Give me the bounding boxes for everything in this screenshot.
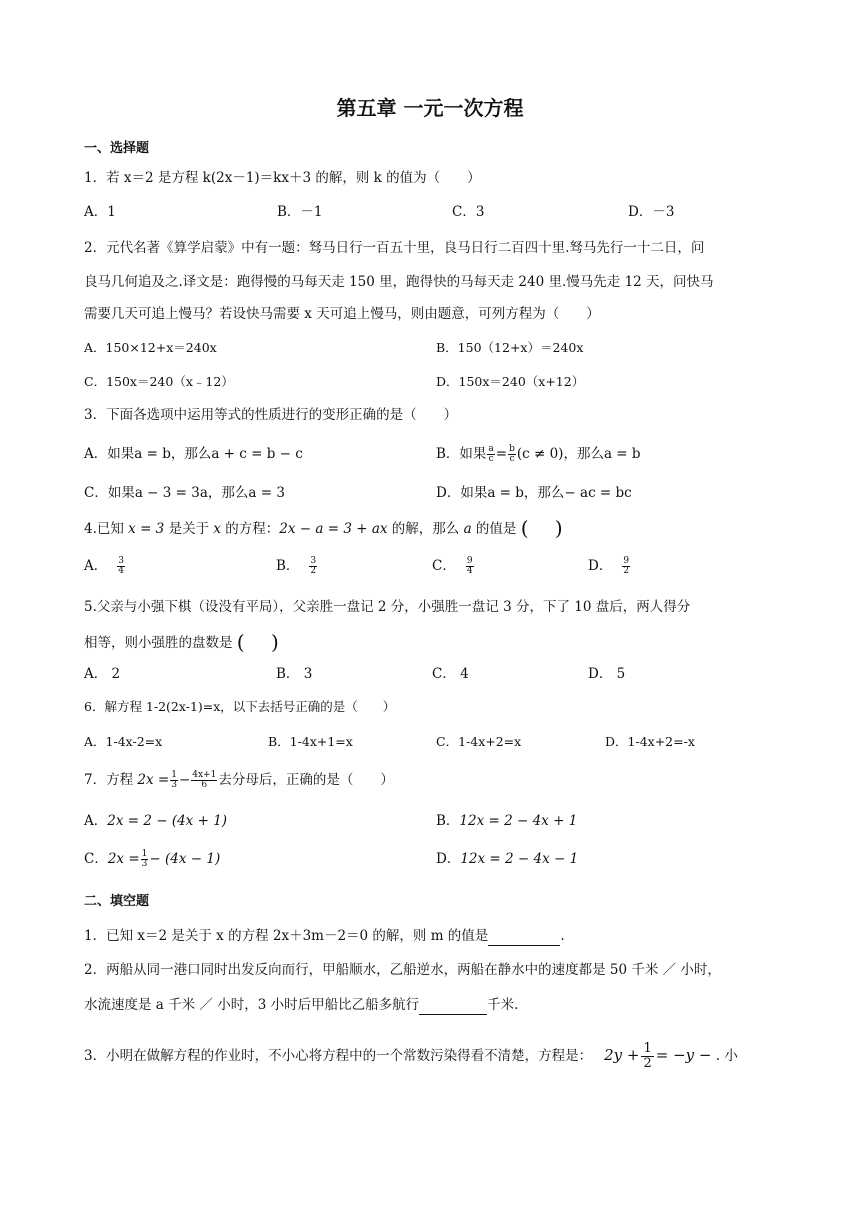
q7-stem: 7．方程 2x = $\frac{1}{3}$ − $\frac{4x+1}{6}$ 去分母后，正确的是（ ） [84,770,394,790]
q4-option-d: D． $\frac{9}{2}$ [588,556,630,576]
q4-option-a: A． $\frac{3}{4}$ [84,556,124,576]
q1-stem: 1．若 x＝2 是方程 k(2x－1)＝kx＋3 的解，则 k 的值为（ ） [84,170,481,186]
q6-option-a: A．1-4x-2=x [84,734,163,749]
q6-stem: 6．解方程 1-2(2x-1)=x，以下去括号正确的是（ ） [84,699,396,714]
q2-line-1: 2．元代名著《算学启蒙》中有一题：驽马日行一百五十里，良马日行二百四十里.驽马先行一十二日，问 [84,240,705,256]
q3-option-c: C．如果a − 3 = 3a，那么a = 3 [84,485,285,501]
q7-option-c: C．2x = $\frac{1}{3}$ − (4x − 1) [84,849,221,869]
section-fill: 二、填空题 [84,894,150,909]
q7-option-b: B．12x = 2 − 4x + 1 [436,813,578,829]
q5-option-b: B． 3 [276,666,313,682]
q4-option-c: C． $\frac{9}{4}$ [432,556,473,576]
answer-blank[interactable] [488,925,560,946]
fill-q1: 1．已知 x＝2 是关于 x 的方程 2x＋3m－2＝0 的解，则 m 的值是 . [84,925,565,946]
fill-q2-line-2: 水流速度是 a 千米 ／ 小时，3 小时后甲船比乙船多航行 千米. [84,994,518,1015]
q3-option-d: D．如果a = b，那么− ac = bc [436,485,632,501]
q2-option-d: D．150x＝240（x+12） [436,374,585,389]
section-choice: 一、选择题 [84,141,150,156]
q5-line-1: 5.父亲与小强下棋（设没有平局），父亲胜一盘记 2 分，小强胜一盘记 3 分，下了 10 盘后，两人得分 [84,599,691,615]
q6-option-d: D．1-4x+2=-x [605,734,695,749]
q6-option-c: C．1-4x+2=x [436,734,522,749]
page-title: 第五章 一元一次方程 [336,96,524,120]
q1-option-d: D．－3 [628,204,675,220]
q7-option-d: D．12x = 2 − 4x − 1 [436,851,579,867]
q3-stem: 3．下面各选项中运用等式的性质进行的变形正确的是（ ） [84,407,458,423]
q2-option-a: A．150×12+x＝240x [84,340,217,355]
answer-blank[interactable] [419,994,487,1015]
q2-option-b: B．150（12+x）＝240x [436,340,584,355]
q1-option-a: A．1 [84,204,116,220]
fill-q3: 3．小明在做解方程的作业时，不小心将方程中的一个常数污染得看不清楚，方程是： 2y + $\frac{1}{2}$ = −y − . 小 [84,1041,738,1071]
q1-option-b: B．－1 [277,204,323,220]
q7-option-a: A．2x = 2 − (4x + 1) [84,813,228,829]
fill-q2-line-1: 2．两船从同一港口同时出发反向而行，甲船顺水，乙船逆水，两船在静水中的速度都是 50 千米 ／ 小时， [84,962,721,978]
q6-option-b: B．1-4x+1=x [268,734,353,749]
q2-line-3: 需要几天可追上慢马？若设快马需要 x 天可追上慢马，则由题意，可列方程为（ ） [84,306,600,322]
q4-stem: 4.已知 x = 3 是关于 x 的方程：2x − a = 3 + ax 的解，那么 a 的值是 ( ) [84,516,563,540]
q1-option-c: C．3 [452,204,485,220]
q3-option-b: B．如果 $\frac{a}{c}$ = $\frac{b}{c}$ (c ≠ 0)，那么a = b [436,444,641,464]
q5-option-a: A． 2 [84,666,121,682]
q2-line-2: 良马几何追及之.译文是：跑得慢的马每天走 150 里，跑得快的马每天走 240 里.慢马先走 12 天，问快马 [84,274,714,290]
q2-option-c: C．150x＝240（x﹣12） [84,374,234,389]
q5-option-c: C． 4 [432,666,469,682]
q4-option-b: B． $\frac{3}{2}$ [276,556,317,576]
q3-option-a: A．如果a = b，那么a + c = b − c [84,446,303,462]
q5-option-d: D． 5 [588,666,626,682]
q5-line-2: 相等，则小强胜的盘数是 ( ) [84,630,279,654]
